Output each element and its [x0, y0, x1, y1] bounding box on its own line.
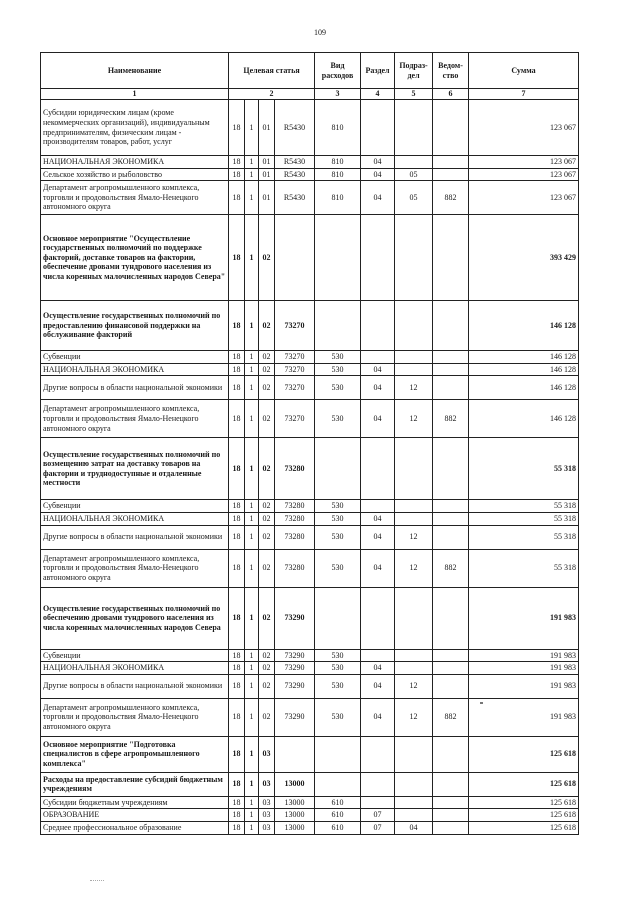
target-code-event: 02	[259, 674, 275, 698]
subsection: 12	[395, 698, 433, 736]
department	[433, 168, 469, 181]
table-row	[41, 674, 579, 698]
sum: 125 618	[469, 809, 579, 822]
row-name: НАЦИОНАЛЬНАЯ ЭКОНОМИКА	[41, 156, 229, 169]
section: 04	[361, 698, 395, 736]
section: 07	[361, 821, 395, 834]
target-code-subprogram: 1	[245, 772, 259, 796]
department	[433, 736, 469, 772]
target-code-program: 18	[229, 649, 245, 662]
sum: 123 067	[469, 156, 579, 169]
target-code-event: 02	[259, 500, 275, 513]
target-code-direction: 73290	[275, 698, 315, 736]
sum: 125 618	[469, 772, 579, 796]
department	[433, 796, 469, 809]
section: 04	[361, 168, 395, 181]
row-name: Субсидии бюджетным учреждениям	[41, 796, 229, 809]
sum: 123 067	[469, 168, 579, 181]
target-code-event: 02	[259, 215, 275, 301]
target-code-program: 18	[229, 662, 245, 675]
department	[433, 363, 469, 376]
expense-type	[315, 587, 361, 649]
section: 07	[361, 809, 395, 822]
subsection	[395, 587, 433, 649]
target-code-subprogram: 1	[245, 649, 259, 662]
target-code-event: 03	[259, 736, 275, 772]
table-row	[41, 662, 579, 675]
header-target: Целевая статья	[229, 53, 315, 89]
sum: 55 318	[469, 500, 579, 513]
subsection	[395, 438, 433, 500]
section: 04	[361, 400, 395, 438]
target-code-event: 02	[259, 587, 275, 649]
department	[433, 438, 469, 500]
subsection	[395, 351, 433, 364]
target-code-direction: 73280	[275, 549, 315, 587]
table-row	[41, 796, 579, 809]
expense-type	[315, 438, 361, 500]
department	[433, 100, 469, 156]
subsection	[395, 363, 433, 376]
target-code-direction: 73290	[275, 587, 315, 649]
target-code-program: 18	[229, 181, 245, 215]
sum: 146 128	[469, 400, 579, 438]
target-code-subprogram: 1	[245, 438, 259, 500]
sum: 146 128	[469, 376, 579, 400]
expense-type: 530	[315, 525, 361, 549]
row-name: Осуществление государственных полномочий по возмещению затрат на доставку товаров на фактории и труднодоступные и отдаленные местности	[41, 438, 229, 500]
budget-table	[40, 52, 579, 835]
target-code-event: 02	[259, 351, 275, 364]
expense-type: 530	[315, 512, 361, 525]
row-name: НАЦИОНАЛЬНАЯ ЭКОНОМИКА	[41, 512, 229, 525]
subsection: 04	[395, 821, 433, 834]
department: 882	[433, 549, 469, 587]
expense-type: 810	[315, 181, 361, 215]
subsection	[395, 215, 433, 301]
section: 04	[361, 662, 395, 675]
department	[433, 301, 469, 351]
table-row	[41, 587, 579, 649]
target-code-event: 02	[259, 549, 275, 587]
target-code-event: 02	[259, 662, 275, 675]
column-number: 2	[229, 89, 315, 100]
target-code-direction: 13000	[275, 772, 315, 796]
row-name: Сельское хозяйство и рыболовство	[41, 168, 229, 181]
section	[361, 500, 395, 513]
sum: 123 067	[469, 100, 579, 156]
table-row	[41, 156, 579, 169]
sum: 191 983	[469, 649, 579, 662]
header-department: Ведом-ство	[433, 53, 469, 89]
row-name: Субвенции	[41, 351, 229, 364]
row-name: Основное мероприятие "Осуществление государственных полномочий по поддержке факторий, доставке товаров на фактории, обеспечение дровами тундрового населения из числа коренных малочисленных народов Севера"	[41, 215, 229, 301]
row-name: Основное мероприятие "Подготовка специалистов в сфере агропромышленного комплекса"	[41, 736, 229, 772]
row-name: Субвенции	[41, 500, 229, 513]
row-name: Другие вопросы в области национальной экономики	[41, 674, 229, 698]
row-name: НАЦИОНАЛЬНАЯ ЭКОНОМИКА	[41, 363, 229, 376]
row-name: Расходы на предоставление субсидий бюджетным учреждениям	[41, 772, 229, 796]
section: 04	[361, 181, 395, 215]
expense-type: 610	[315, 821, 361, 834]
target-code-program: 18	[229, 351, 245, 364]
row-name: Департамент агропромышленного комплекса, торговли и продовольствия Ямало-Ненецкого автономного округа	[41, 549, 229, 587]
target-code-direction: 73270	[275, 363, 315, 376]
target-code-program: 18	[229, 772, 245, 796]
sum: 191 983	[469, 674, 579, 698]
section: 04	[361, 376, 395, 400]
section: 04	[361, 156, 395, 169]
subsection	[395, 156, 433, 169]
target-code-subprogram: 1	[245, 100, 259, 156]
sum: 125 618	[469, 796, 579, 809]
target-code-direction: 73270	[275, 351, 315, 364]
subsection: 12	[395, 674, 433, 698]
section	[361, 772, 395, 796]
subsection	[395, 809, 433, 822]
department: 882	[433, 400, 469, 438]
table-row	[41, 376, 579, 400]
table-row	[41, 821, 579, 834]
target-code-event: 03	[259, 809, 275, 822]
target-code-subprogram: 1	[245, 181, 259, 215]
row-name: НАЦИОНАЛЬНАЯ ЭКОНОМИКА	[41, 662, 229, 675]
table-row	[41, 100, 579, 156]
section	[361, 649, 395, 662]
target-code-subprogram: 1	[245, 363, 259, 376]
target-code-subprogram: 1	[245, 400, 259, 438]
expense-type: 810	[315, 168, 361, 181]
expense-type	[315, 736, 361, 772]
target-code-subprogram: 1	[245, 587, 259, 649]
table-row	[41, 351, 579, 364]
table-row	[41, 512, 579, 525]
target-code-subprogram: 1	[245, 698, 259, 736]
target-code-event: 01	[259, 100, 275, 156]
target-code-subprogram: 1	[245, 809, 259, 822]
target-code-direction: 73280	[275, 512, 315, 525]
target-code-subprogram: 1	[245, 736, 259, 772]
department	[433, 821, 469, 834]
target-code-program: 18	[229, 674, 245, 698]
sum: 125 618	[469, 736, 579, 772]
table-row	[41, 301, 579, 351]
subsection	[395, 100, 433, 156]
target-code-direction: R5430	[275, 100, 315, 156]
section	[361, 796, 395, 809]
expense-type: 810	[315, 100, 361, 156]
target-code-program: 18	[229, 512, 245, 525]
row-name: Среднее профессиональное образование	[41, 821, 229, 834]
sum: 146 128	[469, 351, 579, 364]
department	[433, 674, 469, 698]
target-code-subprogram: 1	[245, 662, 259, 675]
target-code-direction: 13000	[275, 821, 315, 834]
scan-dots	[90, 880, 104, 882]
table-row	[41, 525, 579, 549]
target-code-subprogram: 1	[245, 301, 259, 351]
target-code-event: 01	[259, 168, 275, 181]
expense-type: 530	[315, 698, 361, 736]
section	[361, 100, 395, 156]
column-number: 7	[469, 89, 579, 100]
department	[433, 587, 469, 649]
target-code-direction: 73290	[275, 674, 315, 698]
target-code-program: 18	[229, 796, 245, 809]
target-code-direction: 73280	[275, 500, 315, 513]
header-row	[41, 53, 579, 89]
target-code-direction: 73270	[275, 376, 315, 400]
subsection: 05	[395, 168, 433, 181]
header-subsection: Подраз-дел	[395, 53, 433, 89]
row-name: Департамент агропромышленного комплекса, торговли и продовольствия Ямало-Ненецкого автономного округа	[41, 400, 229, 438]
subsection	[395, 736, 433, 772]
department	[433, 215, 469, 301]
sum: 191 983	[469, 662, 579, 675]
target-code-event: 02	[259, 301, 275, 351]
department: 882	[433, 181, 469, 215]
expense-type: 610	[315, 809, 361, 822]
target-code-event: 02	[259, 438, 275, 500]
section	[361, 736, 395, 772]
target-code-direction	[275, 215, 315, 301]
page-number: 109	[314, 28, 326, 37]
department	[433, 376, 469, 400]
target-code-subprogram: 1	[245, 351, 259, 364]
department	[433, 772, 469, 796]
target-code-direction: R5430	[275, 168, 315, 181]
department	[433, 649, 469, 662]
department: 882	[433, 698, 469, 736]
expense-type: 530	[315, 662, 361, 675]
subsection	[395, 772, 433, 796]
target-code-direction	[275, 736, 315, 772]
row-name: Департамент агропромышленного комплекса, торговли и продовольствия Ямало-Ненецкого автономного округа	[41, 698, 229, 736]
sum: 123 067	[469, 181, 579, 215]
sum: 55 318	[469, 512, 579, 525]
expense-type: 530	[315, 549, 361, 587]
subsection	[395, 512, 433, 525]
expense-type: 810	[315, 156, 361, 169]
row-name: Субсидии юридическим лицам (кроме некоммерческих организаций), индивидуальным предпринимателям, физическим лицам - производителям товаров, работ, услуг	[41, 100, 229, 156]
expense-type: 530	[315, 674, 361, 698]
target-code-event: 02	[259, 698, 275, 736]
target-code-direction: 73290	[275, 662, 315, 675]
department	[433, 809, 469, 822]
column-number: 5	[395, 89, 433, 100]
subsection	[395, 500, 433, 513]
table-row	[41, 400, 579, 438]
target-code-program: 18	[229, 821, 245, 834]
department	[433, 500, 469, 513]
expense-type	[315, 772, 361, 796]
target-code-event: 03	[259, 821, 275, 834]
target-code-program: 18	[229, 698, 245, 736]
section	[361, 351, 395, 364]
department	[433, 351, 469, 364]
table-body	[41, 100, 579, 835]
target-code-program: 18	[229, 100, 245, 156]
target-code-subprogram: 1	[245, 549, 259, 587]
section: 04	[361, 674, 395, 698]
scan-mark	[480, 702, 483, 704]
row-name: Субвенции	[41, 649, 229, 662]
target-code-subprogram: 1	[245, 376, 259, 400]
table-row	[41, 649, 579, 662]
section	[361, 438, 395, 500]
target-code-direction: 73270	[275, 301, 315, 351]
target-code-event: 03	[259, 772, 275, 796]
target-code-event: 02	[259, 363, 275, 376]
header-name: Наименование	[41, 53, 229, 89]
column-number: 1	[41, 89, 229, 100]
sum: 191 983	[469, 587, 579, 649]
expense-type: 530	[315, 400, 361, 438]
target-code-program: 18	[229, 525, 245, 549]
target-code-event: 03	[259, 796, 275, 809]
target-code-event: 01	[259, 156, 275, 169]
target-code-program: 18	[229, 587, 245, 649]
target-code-subprogram: 1	[245, 674, 259, 698]
department	[433, 662, 469, 675]
table-row	[41, 772, 579, 796]
target-code-subprogram: 1	[245, 168, 259, 181]
target-code-event: 02	[259, 512, 275, 525]
target-code-direction: 13000	[275, 809, 315, 822]
target-code-program: 18	[229, 363, 245, 376]
header-number-row	[41, 89, 579, 100]
target-code-subprogram: 1	[245, 821, 259, 834]
target-code-direction: R5430	[275, 181, 315, 215]
target-code-event: 01	[259, 181, 275, 215]
target-code-event: 02	[259, 376, 275, 400]
row-name: ОБРАЗОВАНИЕ	[41, 809, 229, 822]
target-code-subprogram: 1	[245, 796, 259, 809]
target-code-direction: 73290	[275, 649, 315, 662]
department	[433, 525, 469, 549]
target-code-program: 18	[229, 400, 245, 438]
table-row	[41, 168, 579, 181]
expense-type: 530	[315, 500, 361, 513]
header-sum: Сумма	[469, 53, 579, 89]
column-number: 3	[315, 89, 361, 100]
section	[361, 587, 395, 649]
table-row	[41, 363, 579, 376]
target-code-program: 18	[229, 736, 245, 772]
table-row	[41, 736, 579, 772]
subsection: 12	[395, 549, 433, 587]
sum: 55 318	[469, 549, 579, 587]
row-name: Другие вопросы в области национальной экономики	[41, 376, 229, 400]
section: 04	[361, 363, 395, 376]
header-section: Раздел	[361, 53, 395, 89]
section: 04	[361, 549, 395, 587]
sum: 55 318	[469, 438, 579, 500]
sum: 125 618	[469, 821, 579, 834]
sum: 146 128	[469, 363, 579, 376]
target-code-program: 18	[229, 438, 245, 500]
target-code-program: 18	[229, 168, 245, 181]
target-code-program: 18	[229, 549, 245, 587]
row-name: Другие вопросы в области национальной экономики	[41, 525, 229, 549]
target-code-subprogram: 1	[245, 500, 259, 513]
expense-type: 610	[315, 796, 361, 809]
table-row	[41, 438, 579, 500]
table-row	[41, 181, 579, 215]
target-code-program: 18	[229, 156, 245, 169]
target-code-program: 18	[229, 301, 245, 351]
subsection	[395, 662, 433, 675]
expense-type: 530	[315, 649, 361, 662]
expense-type: 530	[315, 351, 361, 364]
target-code-direction: 73270	[275, 400, 315, 438]
column-number: 4	[361, 89, 395, 100]
target-code-subprogram: 1	[245, 525, 259, 549]
target-code-program: 18	[229, 500, 245, 513]
target-code-event: 02	[259, 400, 275, 438]
section	[361, 215, 395, 301]
table-row	[41, 698, 579, 736]
subsection: 05	[395, 181, 433, 215]
target-code-program: 18	[229, 215, 245, 301]
target-code-program: 18	[229, 376, 245, 400]
table-row	[41, 215, 579, 301]
table-row	[41, 809, 579, 822]
row-name: Департамент агропромышленного комплекса, торговли и продовольствия Ямало-Ненецкого автономного округа	[41, 181, 229, 215]
section: 04	[361, 525, 395, 549]
sum: 55 318	[469, 525, 579, 549]
subsection: 12	[395, 525, 433, 549]
subsection: 12	[395, 400, 433, 438]
section: 04	[361, 512, 395, 525]
target-code-direction: 73280	[275, 525, 315, 549]
column-number: 6	[433, 89, 469, 100]
target-code-subprogram: 1	[245, 215, 259, 301]
sum: 393 429	[469, 215, 579, 301]
subsection	[395, 796, 433, 809]
table-row	[41, 500, 579, 513]
expense-type	[315, 301, 361, 351]
header-type: Вид расходов	[315, 53, 361, 89]
expense-type: 530	[315, 363, 361, 376]
row-name: Осуществление государственных полномочий по обеспечению дровами тундрового населения из числа коренных малочисленных народов Севера	[41, 587, 229, 649]
row-name: Осуществление государственных полномочий по предоставлению финансовой поддержки на обслуживание факторий	[41, 301, 229, 351]
expense-type	[315, 215, 361, 301]
subsection	[395, 649, 433, 662]
target-code-direction: 13000	[275, 796, 315, 809]
target-code-subprogram: 1	[245, 512, 259, 525]
target-code-event: 02	[259, 525, 275, 549]
target-code-direction: R5430	[275, 156, 315, 169]
target-code-program: 18	[229, 809, 245, 822]
table-row	[41, 549, 579, 587]
target-code-direction: 73280	[275, 438, 315, 500]
sum: 146 128	[469, 301, 579, 351]
subsection: 12	[395, 376, 433, 400]
section	[361, 301, 395, 351]
department	[433, 156, 469, 169]
target-code-subprogram: 1	[245, 156, 259, 169]
expense-type: 530	[315, 376, 361, 400]
subsection	[395, 301, 433, 351]
department	[433, 512, 469, 525]
target-code-event: 02	[259, 649, 275, 662]
sum: 191 983	[469, 698, 579, 736]
